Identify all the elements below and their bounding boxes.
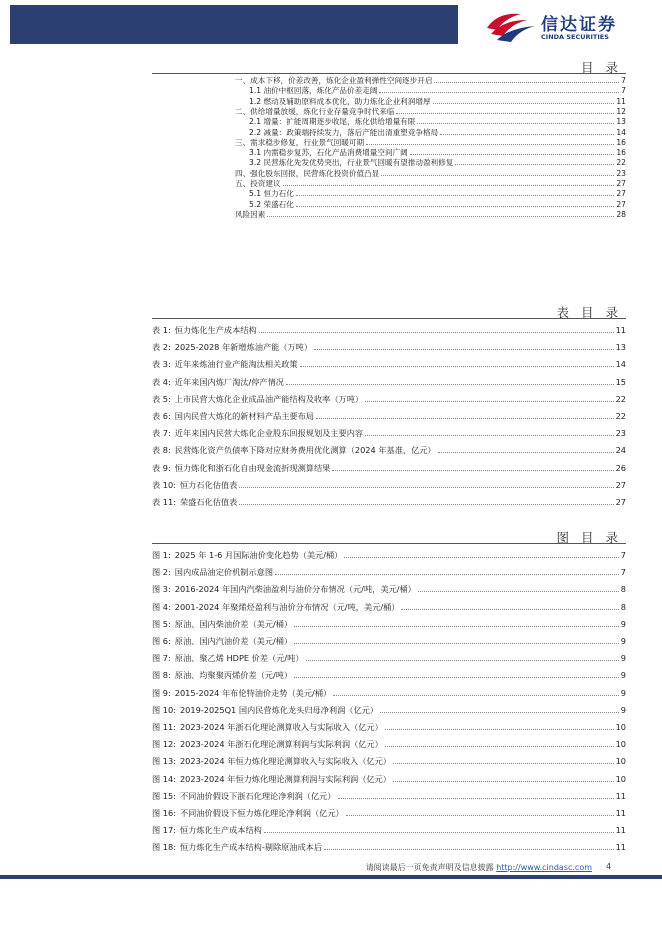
table-item-label: 表 8: (152, 445, 171, 456)
figure-item-title: 2001-2024 年聚烯烃盈利与油价分布情况（元/吨，美元/桶） (174, 601, 400, 612)
toc-item-leader (366, 137, 614, 145)
figure-item[interactable] (152, 565, 626, 579)
figure-item-title: 恒力炼化生产成本结构-剔除原油成本后 (179, 842, 323, 853)
toc-item-page: 14 (616, 127, 626, 137)
toc-item-page: 27 (616, 189, 626, 199)
figure-item-title: 原油、聚乙烯 HDPE 价差（元/吨） (174, 653, 304, 664)
figure-item-leader (294, 668, 619, 678)
toc-item-leader (379, 85, 619, 93)
toc-item-title: 2.1 增量：扩能周期逐步收尾，炼化供给增量有限 (249, 117, 416, 127)
table-item-label: 表 2: (152, 342, 171, 353)
toc-item-title: 1.2 燃动及辅助原料成本优化，助力炼化企业利润增厚 (249, 96, 431, 106)
figure-item-label: 图 17: (152, 825, 176, 836)
table-item-title: 荣盛石化估值表 (179, 497, 238, 507)
figures-title-rule (152, 543, 626, 544)
figure-item-leader (264, 823, 614, 833)
figure-item-label: 图 12: (152, 739, 176, 750)
figure-item-label: 图 1: (152, 550, 171, 560)
figure-item-leader (294, 634, 619, 644)
toc-item-page: 22 (616, 158, 626, 168)
figure-item-title: 2023-2024 年恒力炼化理论测算利润与实际利润（亿元） (179, 773, 391, 784)
figure-item-title: 不同油价假设下恒力炼化理论净利润（亿元） (179, 808, 344, 818)
toc-item-title: 二、供给增量放缓，炼化行业存量竞争时代来临 (235, 106, 395, 116)
table-item-page: 22 (615, 411, 626, 421)
figure-item-title: 原油、国内汽油价差（美元/桶） (174, 636, 293, 646)
footer-bar (0, 875, 662, 879)
figure-item-label: 图 9: (152, 687, 171, 698)
figure-item-leader (344, 548, 618, 558)
figure-item-label: 图 2: (152, 567, 171, 578)
toc-item-title: 3.2 民营炼化先发优势突出，行业景气回暖有望推动盈利修复 (249, 158, 454, 168)
figure-item-page: 10 (615, 739, 626, 750)
figure-item-title: 不同油价假设下浙石化理论净利润（亿元） (179, 790, 336, 801)
table-item-title: 2025-2028 年新增炼油产能（万吨） (174, 342, 313, 353)
toc-item-title: 3.1 内需稳步复苏，石化产品消费增量空间广阔 (249, 148, 408, 158)
figure-item-page: 10 (615, 722, 626, 732)
figure-item-label: 图 7: (152, 653, 171, 664)
toc-item-title: 一、成本下移，价差改善，炼化企业盈利弹性空间逐步开启 (235, 76, 433, 85)
figure-item-leader (418, 582, 619, 592)
figure-item-leader (346, 806, 614, 816)
figures-title: 图 目 录 (556, 530, 622, 545)
logo-text-en: CINDA SECURITIES (541, 33, 609, 41)
footer-disclaimer (366, 862, 592, 873)
table-item-label: 表 1: (152, 325, 171, 335)
table-item[interactable] (152, 426, 626, 440)
table-item[interactable] (152, 495, 626, 509)
page-footer (0, 860, 662, 880)
table-item-label: 表 9: (152, 462, 171, 473)
table-item-page: 27 (615, 497, 626, 507)
figure-item[interactable] (152, 789, 626, 803)
table-item-leader (239, 495, 613, 505)
figure-item-label: 图 14: (152, 773, 176, 784)
toc-item-leader (440, 127, 614, 135)
table-item-page: 27 (615, 479, 626, 490)
toc-item-leader (283, 178, 615, 186)
figure-item[interactable] (152, 668, 626, 682)
table-item-label: 表 5: (152, 393, 171, 404)
table-item-title: 国内民营大炼化的新材料产品主要布局 (174, 411, 314, 421)
figure-item[interactable] (152, 754, 626, 768)
table-item-label: 表 4: (152, 376, 171, 387)
table-item-page: 23 (615, 428, 626, 439)
toc-item-page: 16 (616, 148, 626, 158)
figure-item-title: 2023-2024 年恒力炼化理论测算收入与实际收入（亿元） (179, 756, 391, 767)
figure-item-title: 2019-2025Q1 国内民营炼化龙头归母净利润（亿元） (179, 704, 379, 715)
figure-item[interactable] (152, 806, 626, 820)
figure-item[interactable] (152, 600, 626, 614)
toc-item-leader (455, 157, 614, 165)
figure-item-page: 10 (615, 756, 626, 767)
table-item[interactable] (152, 340, 626, 354)
toc-item-title: 风险因素 (235, 209, 266, 219)
toc-item-title: 1.1 油价中枢回落，炼化产品价差走阔 (249, 86, 378, 96)
figure-item-page: 8 (620, 584, 626, 595)
page-number: 4 (606, 862, 612, 871)
table-item[interactable] (152, 461, 626, 475)
figure-item-page: 8 (620, 601, 626, 612)
table-item[interactable] (152, 409, 626, 423)
figure-item-leader (393, 772, 614, 782)
toc-item-leader (296, 188, 614, 196)
table-item-page: 11 (615, 325, 626, 335)
figure-item-leader (306, 651, 619, 661)
logo-text-cn: 信达证券 (541, 15, 617, 35)
table-item-title: 近年来国内民营大炼化企业股东回报规划及主要内容 (174, 428, 364, 439)
toc-item-title: 5.1 恒力石化 (249, 189, 294, 199)
table-item-leader (314, 340, 614, 350)
figure-item[interactable] (152, 686, 626, 700)
toc-item-page: 27 (616, 199, 626, 209)
toc-item-page: 16 (616, 137, 626, 147)
table-item-label: 表 7: (152, 428, 171, 439)
table-item-title: 恒力炼化和浙石化自由现金流折现测算结果 (174, 462, 331, 473)
figure-item-label: 图 6: (152, 636, 171, 646)
figure-item[interactable] (152, 617, 626, 631)
table-item-title: 上市民营大炼化企业成品油产能结构及收率（万吨） (174, 393, 364, 404)
table-item[interactable] (152, 323, 626, 337)
figure-item-page: 9 (620, 636, 626, 646)
table-item-page: 14 (615, 359, 626, 370)
toc-item-title: 五、投资建议 (235, 179, 281, 188)
figure-item-label: 图 11: (152, 722, 176, 732)
figure-item[interactable] (152, 703, 626, 717)
figure-item-label: 图 15: (152, 790, 176, 801)
figure-item-leader (324, 840, 613, 850)
table-item-leader (316, 409, 614, 419)
table-item-leader (365, 392, 613, 402)
table-item-page: 13 (615, 342, 626, 353)
figure-item[interactable] (152, 720, 626, 734)
toc-title-rule (152, 73, 626, 74)
figure-item-label: 图 5: (152, 618, 171, 629)
toc-item-page: 27 (616, 179, 626, 188)
figure-item-leader (401, 600, 618, 610)
toc-item-leader (434, 75, 619, 83)
table-item[interactable] (152, 478, 626, 492)
toc-item-leader (267, 209, 614, 217)
figure-item-leader (393, 754, 614, 764)
toc-item-title: 5.2 荣盛石化 (249, 199, 294, 209)
figure-item-leader (338, 789, 614, 799)
figure-item-label: 图 3: (152, 584, 171, 595)
table-item-leader (239, 478, 613, 488)
cinda-logo (483, 8, 653, 48)
figure-item[interactable] (152, 823, 626, 837)
figure-item-page: 11 (615, 842, 626, 853)
figure-item-title: 恒力炼化生产成本结构 (179, 825, 262, 836)
figure-item-title: 国内成品油定价机制示意图 (174, 567, 274, 578)
figure-item-page: 9 (620, 618, 626, 629)
figure-item-label: 图 8: (152, 670, 171, 681)
figure-item[interactable] (152, 582, 626, 596)
table-item[interactable] (152, 443, 626, 457)
table-item-label: 表 10: (152, 479, 176, 490)
toc-item-page: 7 (621, 76, 626, 85)
figure-item[interactable] (152, 634, 626, 648)
toc-item-leader (410, 147, 615, 155)
figure-item-page: 7 (620, 550, 626, 560)
table-item-title: 近年来炼油行业产能淘汰相关政策 (174, 359, 298, 370)
figure-item-page: 9 (620, 687, 626, 698)
toc-item-leader (381, 168, 614, 176)
table-item-label: 表 3: (152, 359, 171, 370)
toc-item-page: 13 (616, 117, 626, 127)
tables-title: 表 目 录 (556, 305, 622, 320)
header-bar (10, 5, 458, 44)
figure-item-leader (385, 720, 614, 730)
figure-item-label: 图 4: (152, 601, 171, 612)
table-item-leader (365, 426, 613, 436)
figure-item-leader (385, 737, 614, 747)
footer-disclaimer-text: 请阅读最后一页免责声明及信息披露 (365, 863, 494, 872)
table-item-leader (259, 323, 614, 333)
table-item-leader (438, 443, 614, 453)
table-item-leader (286, 375, 614, 385)
figure-item-title: 2015-2024 年布伦特油价走势（美元/桶） (174, 687, 332, 698)
figure-item-label: 图 16: (152, 808, 176, 818)
figure-item-page: 11 (615, 825, 626, 836)
table-item-leader (300, 357, 614, 367)
table-item-leader (332, 461, 613, 471)
table-item-title: 恒力石化估值表 (179, 479, 238, 490)
figure-item-page: 9 (620, 704, 626, 715)
figure-item[interactable] (152, 651, 626, 665)
figure-item-title: 2016-2024 年国内汽柴油盈利与油价分布情况（元/吨，美元/桶） (174, 584, 416, 595)
table-item-label: 表 11: (152, 497, 176, 507)
figure-item-page: 9 (620, 670, 626, 681)
figure-item-leader (333, 686, 619, 696)
table-item-title: 近年来国内炼厂淘汰/停产情况 (174, 376, 284, 387)
table-item[interactable] (152, 392, 626, 406)
toc-item-leader (433, 96, 615, 104)
toc-item[interactable] (235, 209, 626, 220)
table-item[interactable] (152, 357, 626, 371)
figure-item-label: 图 13: (152, 756, 176, 767)
table-item-page: 22 (615, 393, 626, 404)
cinda-logo-icon (483, 10, 539, 44)
figure-item-page: 11 (615, 790, 626, 801)
figure-item-page: 9 (620, 653, 626, 664)
figure-item[interactable] (152, 737, 626, 751)
table-item-page: 24 (615, 445, 626, 456)
toc-item-title: 三、需求稳步修复，行业景气回暖可期 (235, 137, 365, 147)
figure-item-title: 2023-2024 年浙石化理论测算利润与实际利润（亿元） (179, 739, 383, 750)
figure-item-page: 11 (615, 808, 626, 818)
table-item-title: 民营炼化资产负债率下降对应财务费用优化测算（2024 年基准，亿元） (174, 445, 436, 456)
footer-url-link[interactable]: http://www.cindasc.com (496, 863, 592, 872)
toc-item-page: 7 (621, 86, 626, 96)
toc-item-title: 四、强化股东回报，民营炼化投资价值凸显 (235, 168, 380, 178)
figure-item-label: 图 18: (152, 842, 176, 853)
figure-item-page: 7 (620, 567, 626, 578)
figure-item[interactable] (152, 840, 626, 854)
toc-item-leader (396, 106, 614, 114)
toc-item-page: 23 (616, 168, 626, 178)
toc-item-leader (417, 116, 614, 124)
toc-title: 目 录 (581, 60, 622, 75)
figure-item-leader (380, 703, 619, 713)
figure-item-title: 2025 年 1-6 月国际油价变化趋势（美元/桶） (174, 550, 343, 560)
figure-item-title: 原油、均聚聚丙烯价差（元/吨） (174, 670, 293, 681)
figure-item[interactable] (152, 772, 626, 786)
tables-title-rule (152, 318, 626, 319)
figure-item-leader (294, 617, 619, 627)
figure-item-label: 图 10: (152, 704, 176, 715)
figure-item[interactable] (152, 548, 626, 562)
toc-item-title: 2.2 减量：政策端持续发力，落后产能出清重塑竞争格局 (249, 127, 439, 137)
toc-item-page: 11 (616, 96, 626, 106)
figure-item-title: 原油、国内柴油价差（美元/桶） (174, 618, 293, 629)
figure-item-leader (275, 565, 619, 575)
toc-item-leader (296, 199, 614, 207)
figure-item-page: 10 (615, 773, 626, 784)
figure-item-title: 2023-2024 年浙石化理论测算收入与实际收入（亿元） (179, 722, 383, 732)
table-item-page: 26 (615, 462, 626, 473)
table-item-label: 表 6: (152, 411, 171, 421)
table-item-page: 15 (615, 376, 626, 387)
table-item-title: 恒力炼化生产成本结构 (174, 325, 257, 335)
table-item[interactable] (152, 375, 626, 389)
toc-item-page: 12 (616, 106, 626, 116)
toc-item-page: 28 (616, 209, 626, 219)
